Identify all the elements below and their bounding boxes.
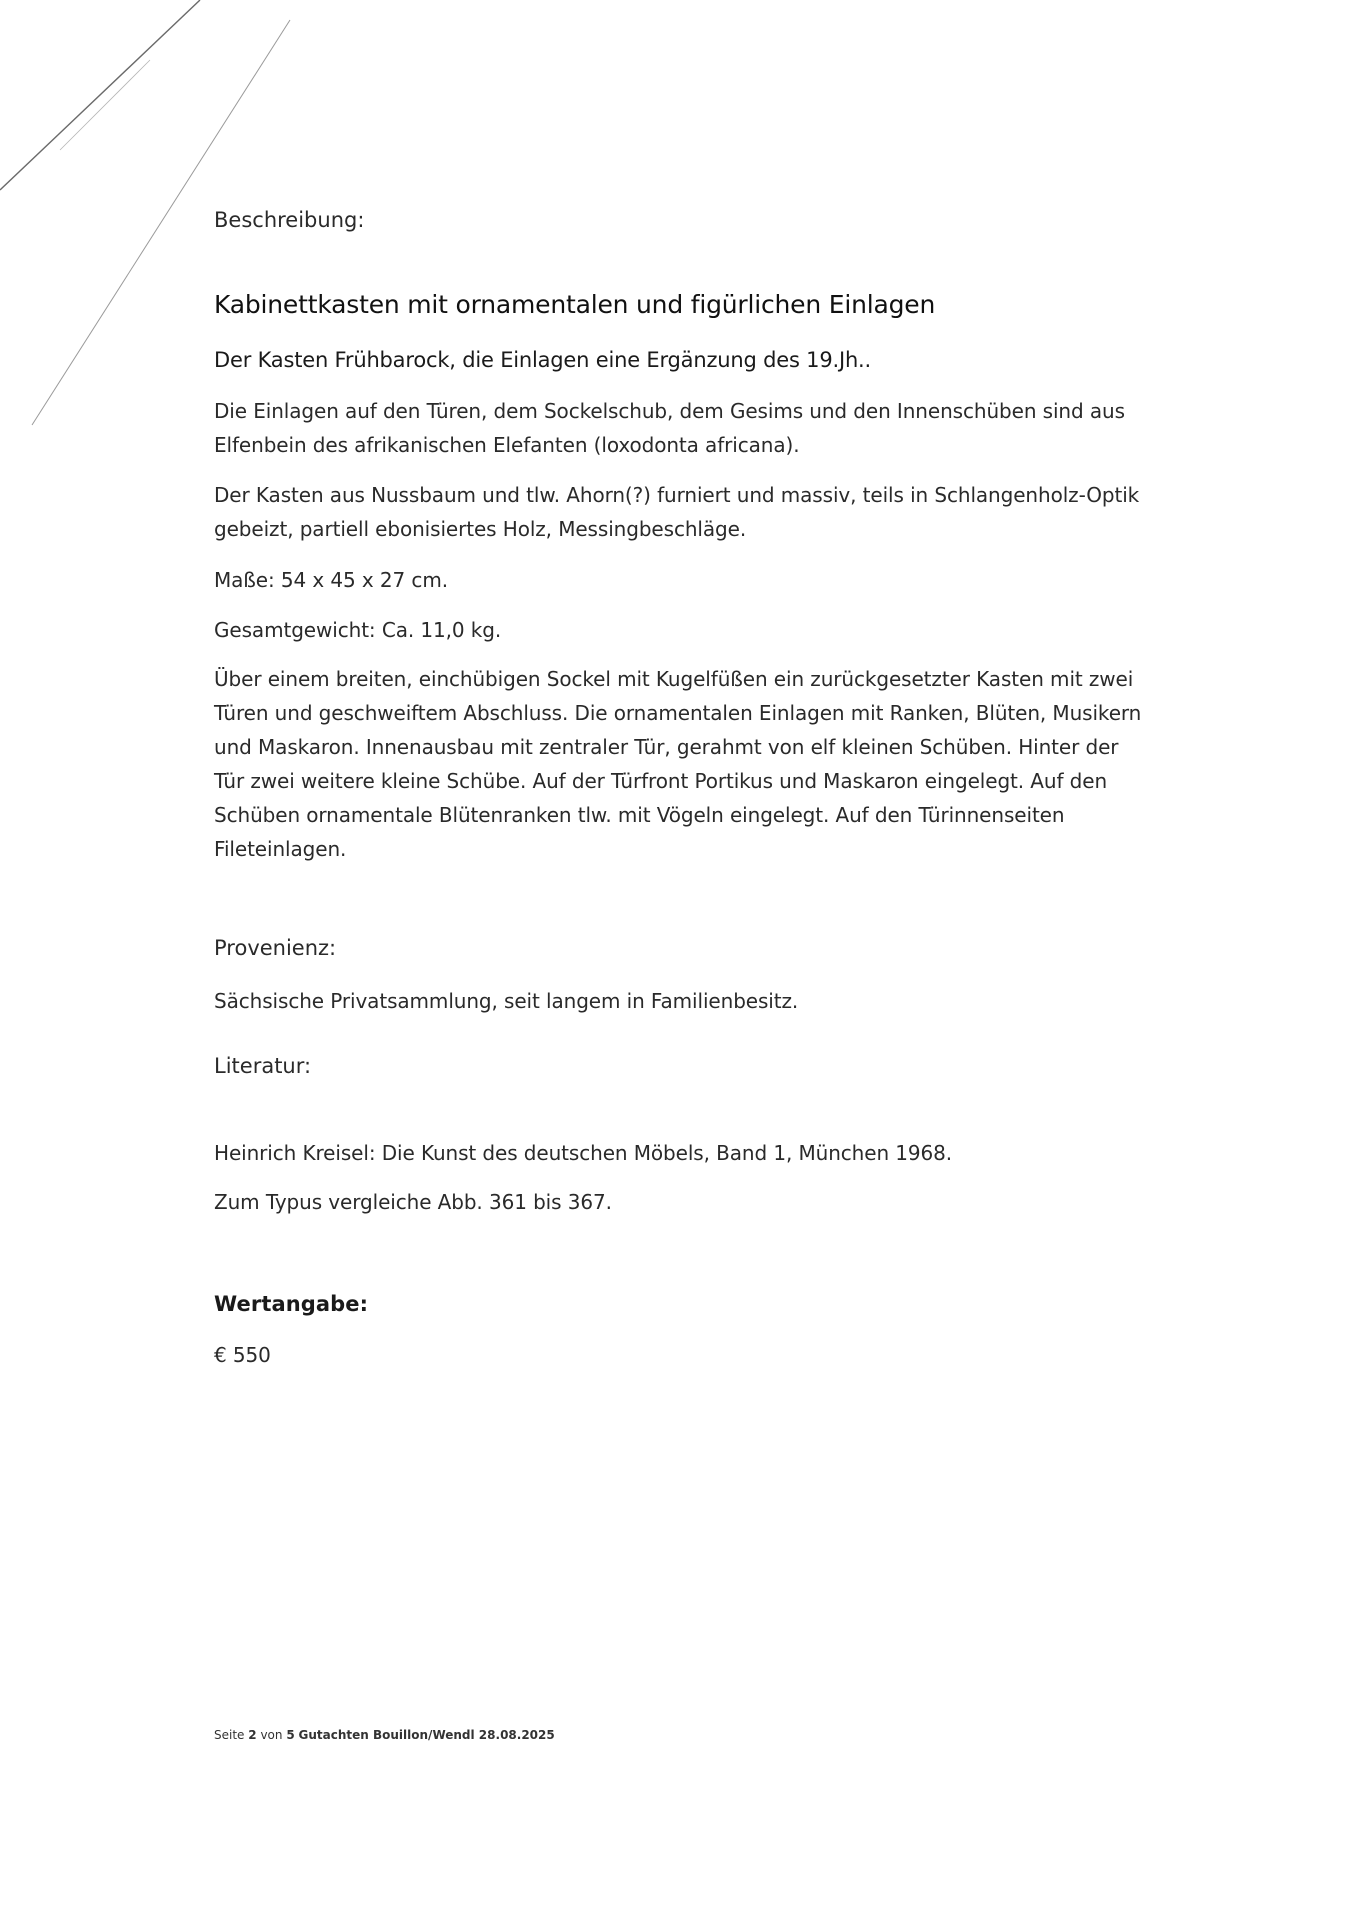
section-label-literatur: Literatur: xyxy=(214,1054,312,1078)
section-label-provenienz: Provenienz: xyxy=(214,936,337,960)
object-subtitle: Der Kasten Frühbarock, die Einlagen eine Ergänzung des 19.Jh.. xyxy=(214,348,872,372)
footer-page-number: 2 xyxy=(248,1728,257,1742)
text-line: Der Kasten aus Nussbaum und tlw. Ahorn(?) furniert und massiv, teils in Schlangenholz-Optik xyxy=(214,483,1140,507)
text-line: Schüben ornamentale Blütenranken tlw. mit Vögeln eingelegt. Auf den Türinnenseiten xyxy=(214,803,1065,827)
text-line: Fileteinlagen. xyxy=(214,837,347,861)
object-title: Kabinettkasten mit ornamentalen und figürlichen Einlagen xyxy=(214,290,936,319)
text-line: und Maskaron. Innenausbau mit zentraler Tür, gerahmt von elf kleinen Schüben. Hinter der xyxy=(214,735,1119,759)
text-line: Gesamtgewicht: Ca. 11,0 kg. xyxy=(214,618,502,642)
total-weight xyxy=(214,613,1164,647)
footer-von: von xyxy=(260,1728,283,1742)
text-line: Maße: 54 x 45 x 27 cm. xyxy=(214,568,448,592)
value-amount: € 550 xyxy=(214,1343,271,1367)
text-line: Türen und geschweiftem Abschluss. Die ornamentalen Einlagen mit Ranken, Blüten, Musikern xyxy=(214,701,1142,725)
literature-entry: Heinrich Kreisel: Die Kunst des deutschen Möbels, Band 1, München 1968. xyxy=(214,1141,953,1165)
text-line: gebeizt, partiell ebonisiertes Holz, Messingbeschläge. xyxy=(214,517,747,541)
description-paragraph xyxy=(214,662,1164,866)
text-line: Elfenbein des afrikanischen Elefanten (loxodonta africana). xyxy=(214,433,800,457)
page-footer xyxy=(214,1728,555,1742)
section-label-beschreibung: Beschreibung: xyxy=(214,208,365,232)
provenance-text: Sächsische Privatsammlung, seit langem in Familienbesitz. xyxy=(214,989,799,1013)
literature-entry: Zum Typus vergleiche Abb. 361 bis 367. xyxy=(214,1190,612,1214)
text-line: Tür zwei weitere kleine Schübe. Auf der Türfront Portikus und Maskaron eingelegt. Auf den xyxy=(214,769,1108,793)
footer-seite: Seite xyxy=(214,1728,245,1742)
section-label-wertangabe: Wertangabe: xyxy=(214,1292,369,1316)
description-paragraph xyxy=(214,394,1164,462)
literature-list xyxy=(214,1136,1164,1219)
footer-document-title: Gutachten Bouillon/Wendl 28.08.2025 xyxy=(298,1728,555,1742)
footer-page-total: 5 xyxy=(286,1728,295,1742)
text-line: Die Einlagen auf den Türen, dem Sockelschub, dem Gesims und den Innenschüben sind aus xyxy=(214,399,1125,423)
dimensions xyxy=(214,563,1164,597)
text-line: Über einem breiten, einchübigen Sockel mit Kugelfüßen ein zurückgesetzter Kasten mit zwei xyxy=(214,667,1134,691)
description-paragraph xyxy=(214,478,1164,546)
